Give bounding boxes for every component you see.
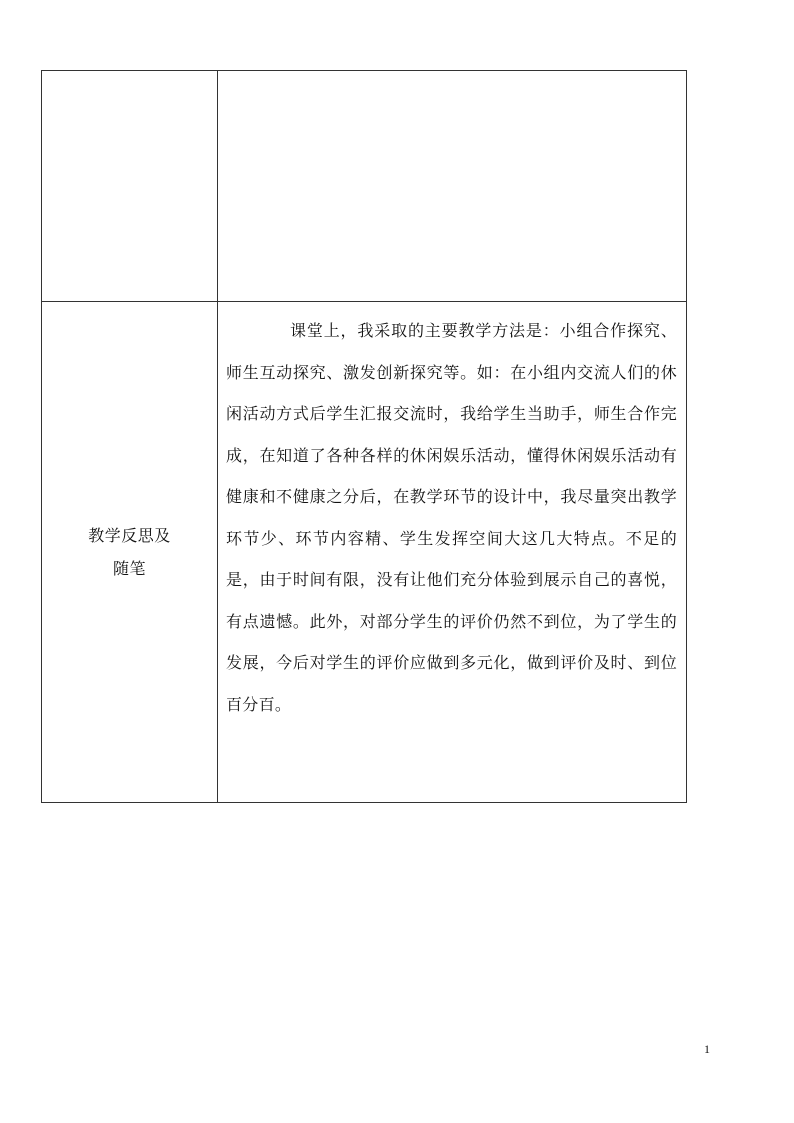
table-row-top: [42, 71, 687, 302]
lesson-plan-table: [41, 70, 687, 803]
table-row-reflection: [42, 302, 687, 803]
reflection-label-cell: [42, 302, 218, 803]
reflection-label-line2: 随笔: [112, 559, 146, 578]
empty-content-cell: [218, 71, 687, 302]
reflection-label-line1: 教学反思及: [88, 526, 171, 545]
reflection-paragraph: 课堂上，我采取的主要教学方法是：小组合作探究、师生互动探究、激发创新探究等。如：在小组内交流人们的休闲活动方式后学生汇报交流时，我给学生当助手，师生合作完成，在知道了各种各样的休闲娱乐活动，懂得休闲娱乐活动有健康和不健康之分后，在教学环节的设计中，我尽量突出教学环节少、环节内容精、学生发挥空间大这几大特点。不足的是，由于时间有限，没有让他们充分体验到展示自己的喜悦，有点遗憾。此外，对部分学生的评价仍然不到位，为了学生的发展，今后对学生的评价应做到多元化，做到评价及时、到位百分百。: [226, 321, 677, 714]
empty-label-cell: [42, 71, 218, 302]
page-number: 1: [704, 1042, 710, 1056]
reflection-content-cell: [218, 302, 687, 803]
